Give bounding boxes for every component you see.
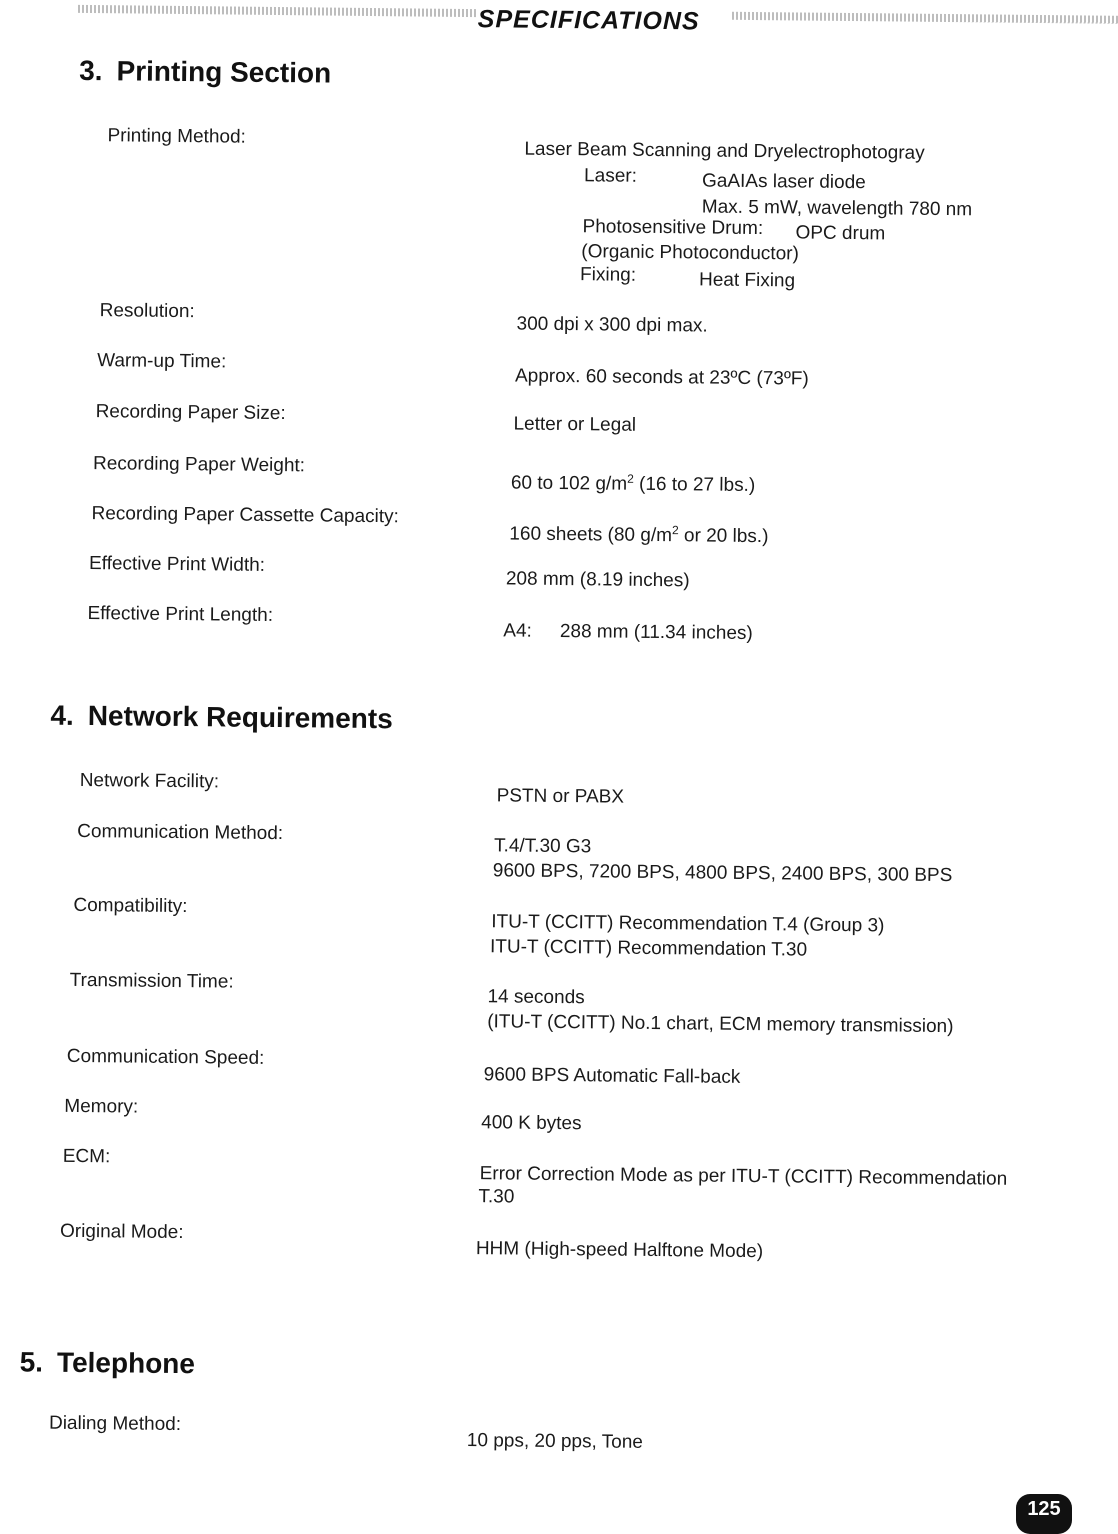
spec-label: Transmission Time: xyxy=(69,969,234,993)
spec-value: 208 mm (8.19 inches) xyxy=(505,568,690,592)
spec-label: Resolution: xyxy=(99,300,195,323)
spec-label: Communication Speed: xyxy=(66,1045,265,1069)
spec-label: Warm-up Time: xyxy=(97,350,227,373)
spec-value: 9600 BPS, 7200 BPS, 4800 BPS, 2400 BPS, 300 BPS xyxy=(492,860,953,887)
section-number: 4. xyxy=(50,699,74,731)
spec-label: Dialing Method: xyxy=(48,1412,182,1436)
spec-label: Recording Paper Weight: xyxy=(92,453,306,477)
spec-value: T.30 xyxy=(478,1186,515,1208)
spec-detail-value: GaAIAs laser diode xyxy=(701,170,866,194)
spec-value: 60 to 102 $g/m^2$ (16 to 27 lbs.) xyxy=(510,471,756,497)
header-title: SPECIFICATIONS xyxy=(477,5,700,36)
spec-value: A4: 288 mm (11.34 inches) xyxy=(503,620,753,645)
spec-label: Network Facility: xyxy=(79,769,220,793)
header-rule-left xyxy=(78,5,478,17)
section-heading xyxy=(19,1346,195,1380)
spec-label: Recording Paper Cassette Capacity: xyxy=(91,503,399,528)
spec-value: 300 dpi x 300 dpi max. xyxy=(516,313,708,337)
header-rule-right xyxy=(732,12,1118,24)
spec-label: Communication Method: xyxy=(77,820,284,845)
spec-value: 14 seconds xyxy=(487,986,585,1009)
spec-value: Error Correction Mode as per ITU-T (CCITT) Recommendation xyxy=(479,1163,1008,1190)
spec-detail-value: OPC drum xyxy=(795,222,886,245)
page-number: 125 xyxy=(1016,1494,1072,1534)
section-title: Network Requirements xyxy=(87,700,393,735)
spec-value: HHM (High-speed Halftone Mode) xyxy=(475,1238,764,1263)
section-number: 5. xyxy=(19,1346,44,1378)
spec-detail-value: Heat Fixing xyxy=(698,269,796,292)
section-number: 3. xyxy=(79,54,103,87)
spec-value: (ITU-T (CCITT) No.1 chart, ECM memory transmission) xyxy=(487,1011,954,1038)
spec-value: T.4/T.30 G3 xyxy=(493,835,592,858)
spec-value: 10 pps, 20 pps, Tone xyxy=(466,1430,644,1453)
spec-detail-value: Max. 5 mW, wavelength 780 nm xyxy=(701,196,973,221)
spec-value: Approx. 60 seconds at 23ºC (73ºF) xyxy=(514,365,809,390)
spec-value: Laser Beam Scanning and Dryelectrophotogray xyxy=(524,138,925,164)
spec-value: 400 K bytes xyxy=(481,1112,582,1135)
spec-label: Effective Print Width: xyxy=(88,553,266,576)
spec-label: Compatibility: xyxy=(73,894,188,918)
spec-value: 9600 BPS Automatic Fall-back xyxy=(483,1064,741,1088)
spec-value: ITU-T (CCITT) Recommendation T.30 xyxy=(489,936,808,961)
section-heading xyxy=(79,55,331,90)
spec-value: 160 sheets (80 $g/m^2$ or 20 lbs.) xyxy=(509,523,769,548)
spec-value: ITU-T (CCITT) Recommendation T.4 (Group 3) xyxy=(491,911,885,937)
section-heading xyxy=(50,700,393,736)
spec-label: Original Mode: xyxy=(59,1220,184,1244)
spec-label: Printing Method: xyxy=(107,125,246,148)
section-title: Printing Section xyxy=(116,55,332,89)
spec-detail-label: Fixing: xyxy=(579,264,637,286)
section-title: Telephone xyxy=(56,1346,196,1380)
spec-detail-value: (Organic Photoconductor) xyxy=(581,241,799,265)
spec-label: Memory: xyxy=(64,1095,139,1118)
spec-detail-label: Photosensitive Drum: xyxy=(582,216,764,240)
spec-label: ECM: xyxy=(62,1145,111,1168)
spec-detail-label: Laser: xyxy=(584,165,638,187)
spec-value: Letter or Legal xyxy=(513,413,637,436)
spec-value: PSTN or PABX xyxy=(496,785,625,808)
spec-label: Effective Print Length: xyxy=(87,603,274,626)
spec-label: Recording Paper Size: xyxy=(95,401,286,425)
